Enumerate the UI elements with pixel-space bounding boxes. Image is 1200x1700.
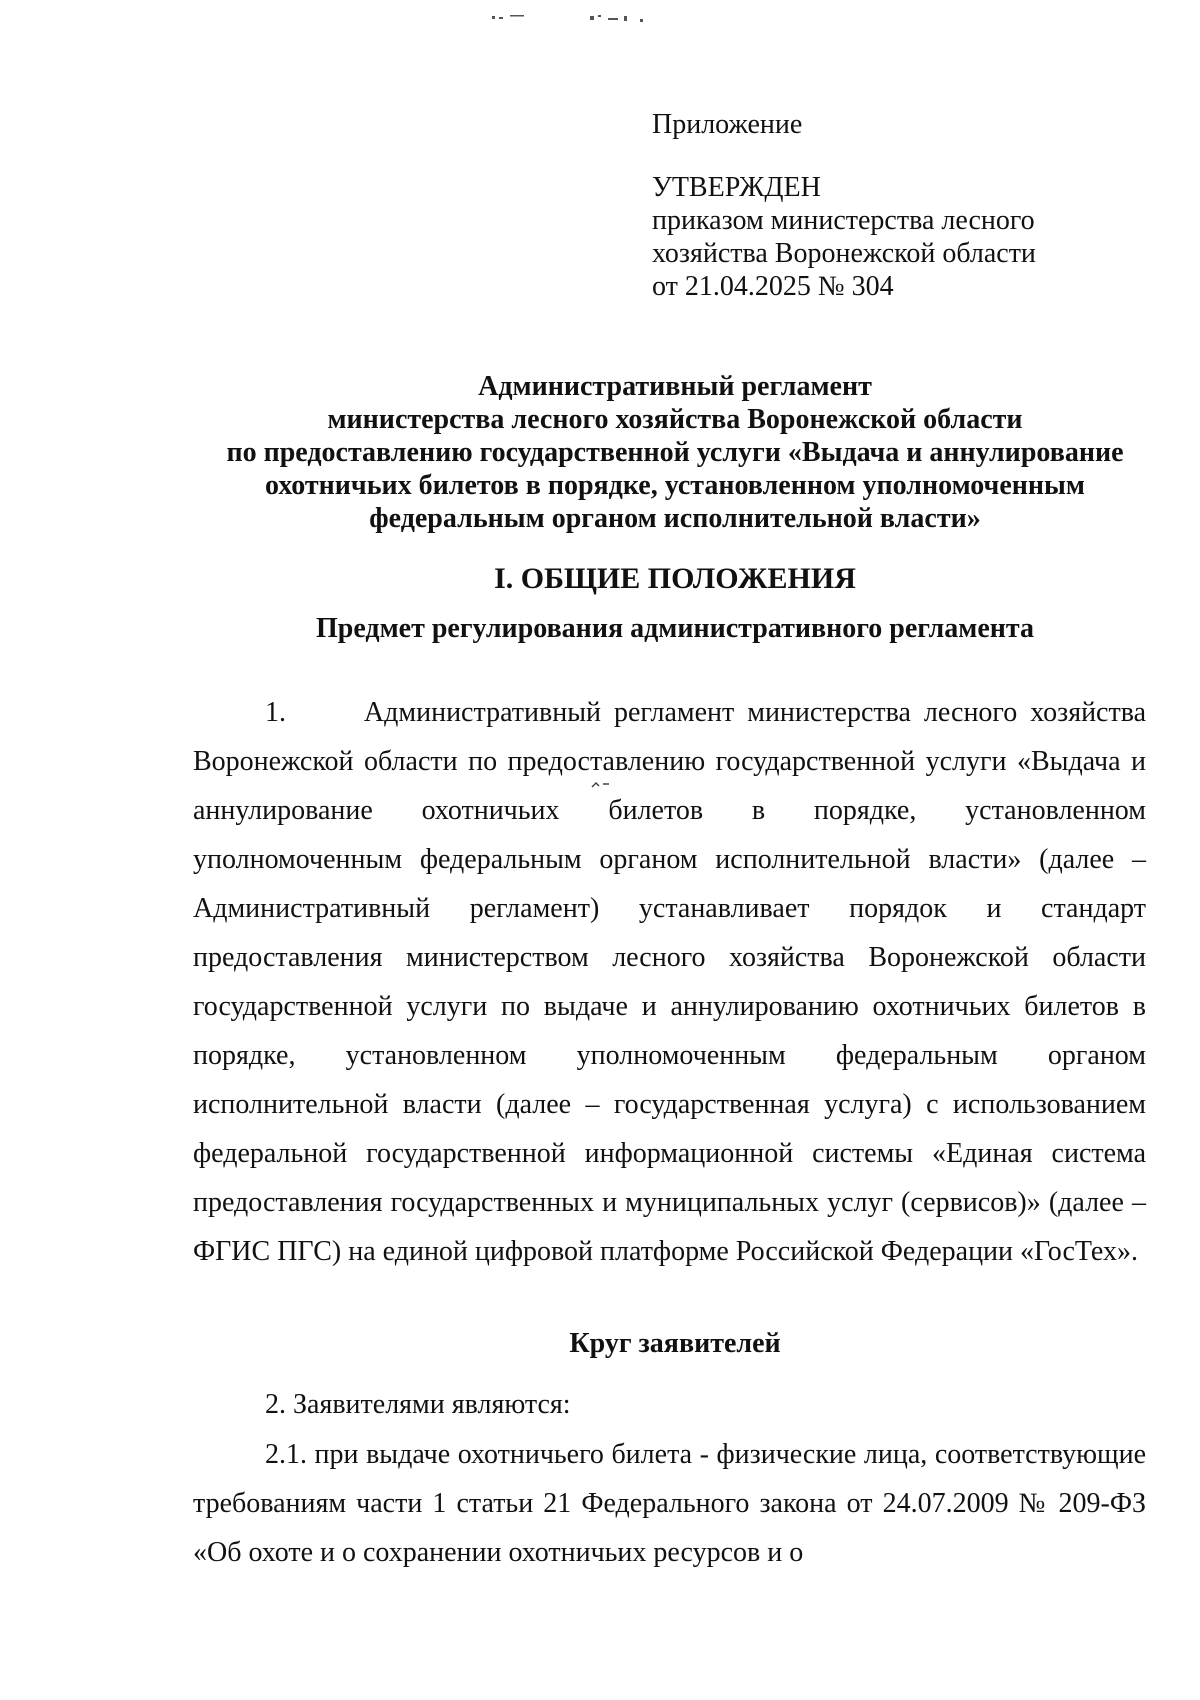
title-line-4: охотничьих билетов в порядке, установленном уполномоченным [265,470,1085,501]
paragraph-2-1 [193,1430,1146,1577]
document-title [150,370,1200,535]
appendix-label: Приложение [652,109,803,140]
paragraph-1-number: 1. [265,697,286,728]
section-heading: I. ОБЩИЕ ПОЛОЖЕНИЯ [494,562,856,595]
applicants-heading: Круг заявителей [569,1328,781,1359]
approved-by-line-1: приказом министерства лесного [652,205,1035,236]
approved-date-line: от 21.04.2025 № 304 [652,271,894,302]
approval-stamp-block [652,108,1036,303]
section-subheading: Предмет регулирования административного регламента [316,613,1034,644]
approved-label: УТВЕРЖДЕН [652,172,821,203]
paragraph-2 [193,1380,1146,1429]
title-line-1: Административный регламент [478,371,872,402]
title-line-3: по предоставлению государственной услуги «Выдача и аннулирование [226,437,1124,468]
paragraph-1 [193,688,1146,1276]
approved-by-line-2: хозяйства Воронежской области [652,238,1036,269]
title-line-5: федеральным органом исполнительной власти» [369,503,981,534]
scan-artifact-mark [590,780,612,790]
paragraph-2-text: 2. Заявителями являются: [265,1389,571,1420]
paragraph-1-text: Административный регламент министерства лесного хозяйства Воронежской области по предоставлению государственной услуги «Выдача и аннулирование охотничьих билетов в порядке, установленном уполномоченным федеральным органом исполнительной власти» (далее – Административный регламент) устанавливает порядок и стандарт предоставления министерством лесного хозяйства Воронежской области государственной услуги по выдаче и аннулированию охотничьих билетов в порядке, установленном уполномоченным федеральным органом исполнительной власти (далее – государственная услуга) с использованием федеральной государственной информационной системы «Единая система предоставления государственных и муниципальных услуг (сервисов)» (далее – ФГИС ПГС) на единой цифровой платформе Российской Федерации «ГосТех». [193,697,1146,1267]
scan-artifact-marks [490,10,740,26]
title-line-2: министерства лесного хозяйства Воронежской области [327,404,1023,435]
paragraph-2-1-text: 2.1. при выдаче охотничьего билета - физические лица, соответствующие требованиям части 1 статьи 21 Федерального закона от 24.07.2009 № 209-ФЗ «Об охоте и о сохранении охотничьих ресурсов и о [193,1439,1146,1568]
